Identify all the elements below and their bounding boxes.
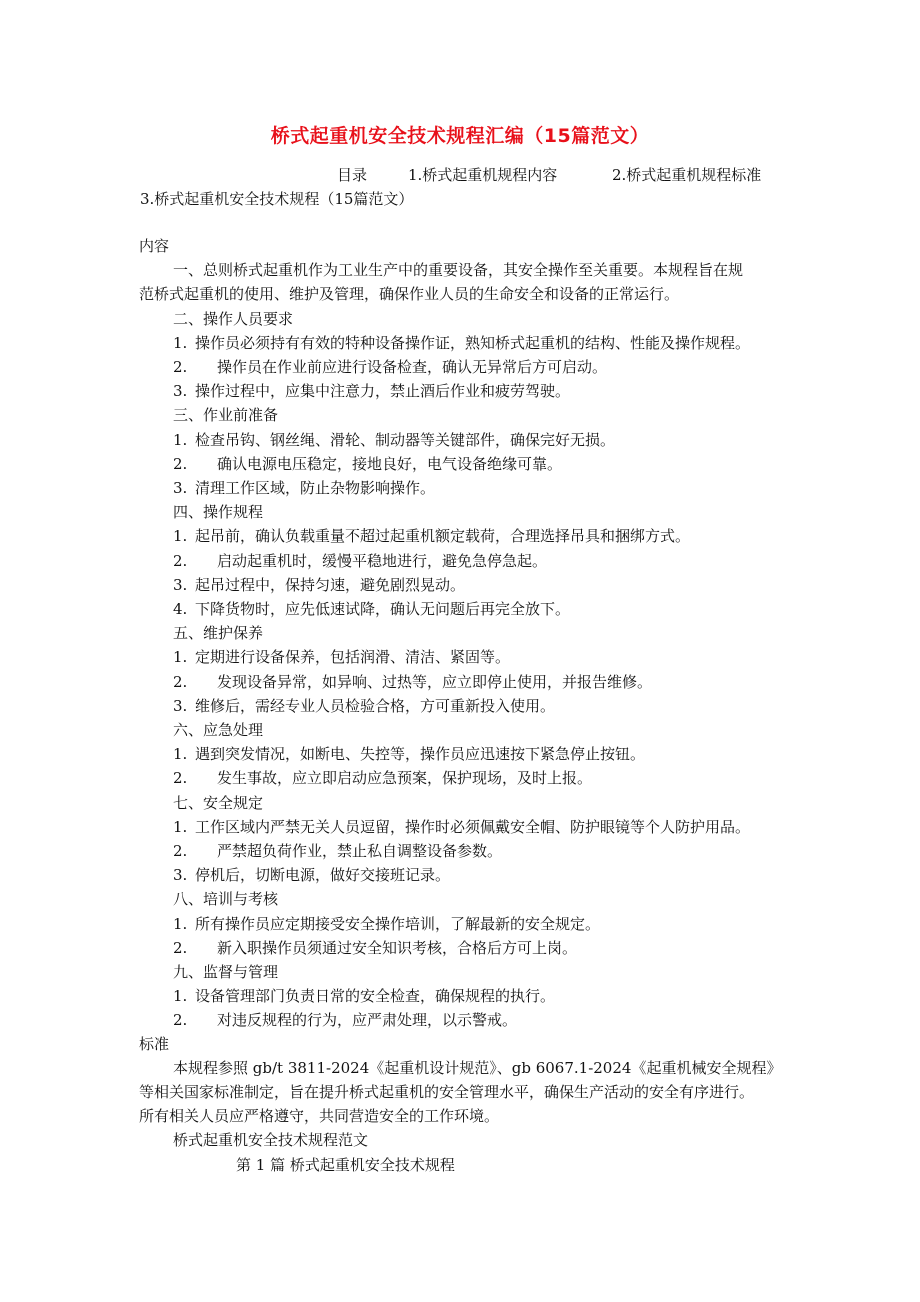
standard-heading: 标准 <box>139 1034 170 1053</box>
list-item-text: 操作员在作业前应进行设备检查，确认无异常后方可启动。 <box>217 358 608 376</box>
sample-heading: 桥式起重机安全技术规程范文 <box>173 1131 369 1150</box>
list-item-text: 设备管理部门负责日常的安全检查，确保规程的执行。 <box>195 987 556 1006</box>
list-item <box>173 817 750 837</box>
list-number: 3. <box>173 866 188 885</box>
list-item <box>173 696 555 716</box>
list-item <box>173 986 555 1006</box>
list-item-text: 下降货物时，应先低速试降，确认无问题后再完全放下。 <box>195 600 571 618</box>
list-number: 2. <box>173 1011 188 1030</box>
list-item <box>173 672 652 692</box>
list-item <box>173 381 570 401</box>
list-number: 3. <box>173 696 188 715</box>
list-number: 2. <box>173 769 188 788</box>
list-number: 2. <box>173 551 188 570</box>
list-number: 1. <box>173 987 188 1006</box>
list-item-text: 发现设备异常，如异响、过热等，应立即停止使用，并报告维修。 <box>217 672 653 691</box>
document-title: 桥式起重机安全技术规程汇编（15篇范文） <box>270 125 650 147</box>
section-heading: 六、应急处理 <box>173 721 264 739</box>
list-item <box>173 599 570 619</box>
standard-paragraph-line: 本规程参照 gb/t 3811-2024《起重机设计规范》、gb 6067.1-2024《起重机械安全规程》 <box>173 1058 782 1077</box>
list-number: 2. <box>173 672 188 691</box>
list-number: 2. <box>173 358 188 376</box>
intro-paragraph-line: 范桥式起重机的使用、维护及管理，确保作业人员的生命安全和设备的正常运行。 <box>139 285 680 304</box>
list-item-text: 工作区域内严禁无关人员逗留，操作时必须佩戴安全帽、防护眼镜等个人防护用品。 <box>195 817 751 836</box>
list-item <box>173 914 600 934</box>
intro-paragraph-line: 一、总则桥式起重机作为工业生产中的重要设备，其安全操作至关重要。本规程旨在规 <box>173 261 744 280</box>
list-item <box>173 454 562 474</box>
list-number: 1. <box>173 430 188 449</box>
section-heading: 二、操作人员要求 <box>173 309 294 328</box>
toc-item-2[interactable]: 2.桥式起重机规程标准 <box>612 166 762 184</box>
list-item-text: 操作过程中，应集中注意力，禁止酒后作业和疲劳驾驶。 <box>195 382 571 401</box>
toc-item-1[interactable]: 1.桥式起重机规程内容 <box>408 166 558 184</box>
toc-item-3[interactable]: 3.桥式起重机安全技术规程（15篇范文） <box>140 190 414 208</box>
list-item-text: 清理工作区域，防止杂物影响操作。 <box>195 479 436 497</box>
list-item <box>173 647 510 667</box>
list-number: 1. <box>173 648 188 667</box>
list-number: 4. <box>173 600 188 618</box>
list-item <box>173 430 615 450</box>
list-item-text: 起吊过程中，保持匀速，避免剧烈晃动。 <box>195 575 466 594</box>
list-item-text: 确认电源电压稳定，接地良好，电气设备绝缘可靠。 <box>217 454 563 473</box>
section-heading: 九、监督与管理 <box>173 963 279 981</box>
list-item-text: 停机后，切断电源，做好交接班记录。 <box>195 866 451 885</box>
list-item-text: 维修后，需经专业人员检验合格，方可重新投入使用。 <box>195 696 556 715</box>
list-item-text: 遇到突发情况，如断电、失控等，操作员应迅速按下紧急停止按钮。 <box>195 745 646 764</box>
list-number: 1. <box>173 333 188 352</box>
list-number: 1. <box>173 745 188 764</box>
list-item-text: 对违反规程的行为，应严肃处理，以示警戒。 <box>217 1011 518 1030</box>
list-item <box>173 575 465 595</box>
standard-paragraph-line: 等相关国家标准制定，旨在提升桥式起重机的安全管理水平，确保生产活动的安全有序进行。 <box>139 1083 755 1101</box>
list-item <box>173 333 750 353</box>
toc-label: 目录 <box>337 166 368 184</box>
list-item-text: 新入职操作员须通过安全知识考核，合格后方可上岗。 <box>217 938 578 957</box>
list-item-text: 起吊前，确认负载重量不超过起重机额定载荷，合理选择吊具和捆绑方式。 <box>195 527 691 546</box>
list-item <box>173 841 502 861</box>
list-item-text: 发生事故，应立即启动应急预案，保护现场，及时上报。 <box>217 769 593 788</box>
list-item <box>173 526 690 546</box>
list-number: 1. <box>173 817 188 836</box>
list-number: 2. <box>173 454 188 473</box>
list-item <box>173 938 577 958</box>
list-item <box>173 357 607 377</box>
list-item <box>173 478 435 498</box>
list-item <box>173 768 592 788</box>
list-item <box>173 551 547 571</box>
list-number: 2. <box>173 842 188 860</box>
sample-first-title: 第 1 篇 桥式起重机安全技术规程 <box>236 1155 455 1174</box>
list-item-text: 定期进行设备保养，包括润滑、清洁、紧固等。 <box>195 648 511 667</box>
list-item-text: 检查吊钩、钢丝绳、滑轮、制动器等关键部件，确保完好无损。 <box>195 430 616 449</box>
content-heading: 内容 <box>139 237 170 255</box>
list-number: 2. <box>173 938 188 957</box>
list-item <box>173 744 645 764</box>
list-number: 1. <box>173 527 188 546</box>
list-item-text: 所有操作员应定期接受安全操作培训，了解最新的安全规定。 <box>195 914 601 933</box>
section-heading: 三、作业前准备 <box>173 406 279 425</box>
section-heading: 八、培训与考核 <box>173 890 279 909</box>
list-number: 1. <box>173 914 188 933</box>
section-heading: 五、维护保养 <box>173 624 264 643</box>
list-number: 3. <box>173 575 188 594</box>
list-item <box>173 1010 517 1030</box>
section-heading: 四、操作规程 <box>173 503 264 522</box>
standard-paragraph-line: 所有相关人员应严格遵守，共同营造安全的工作环境。 <box>139 1107 500 1126</box>
list-item-text: 严禁超负荷作业，禁止私自调整设备参数。 <box>217 842 503 860</box>
section-heading: 七、安全规定 <box>173 793 264 812</box>
list-number: 3. <box>173 382 188 401</box>
list-item-text: 操作员必须持有有效的特种设备操作证，熟知桥式起重机的结构、性能及操作规程。 <box>195 333 751 352</box>
list-number: 3. <box>173 479 188 497</box>
list-item-text: 启动起重机时，缓慢平稳地进行，避免急停急起。 <box>217 551 548 570</box>
list-item <box>173 865 450 885</box>
